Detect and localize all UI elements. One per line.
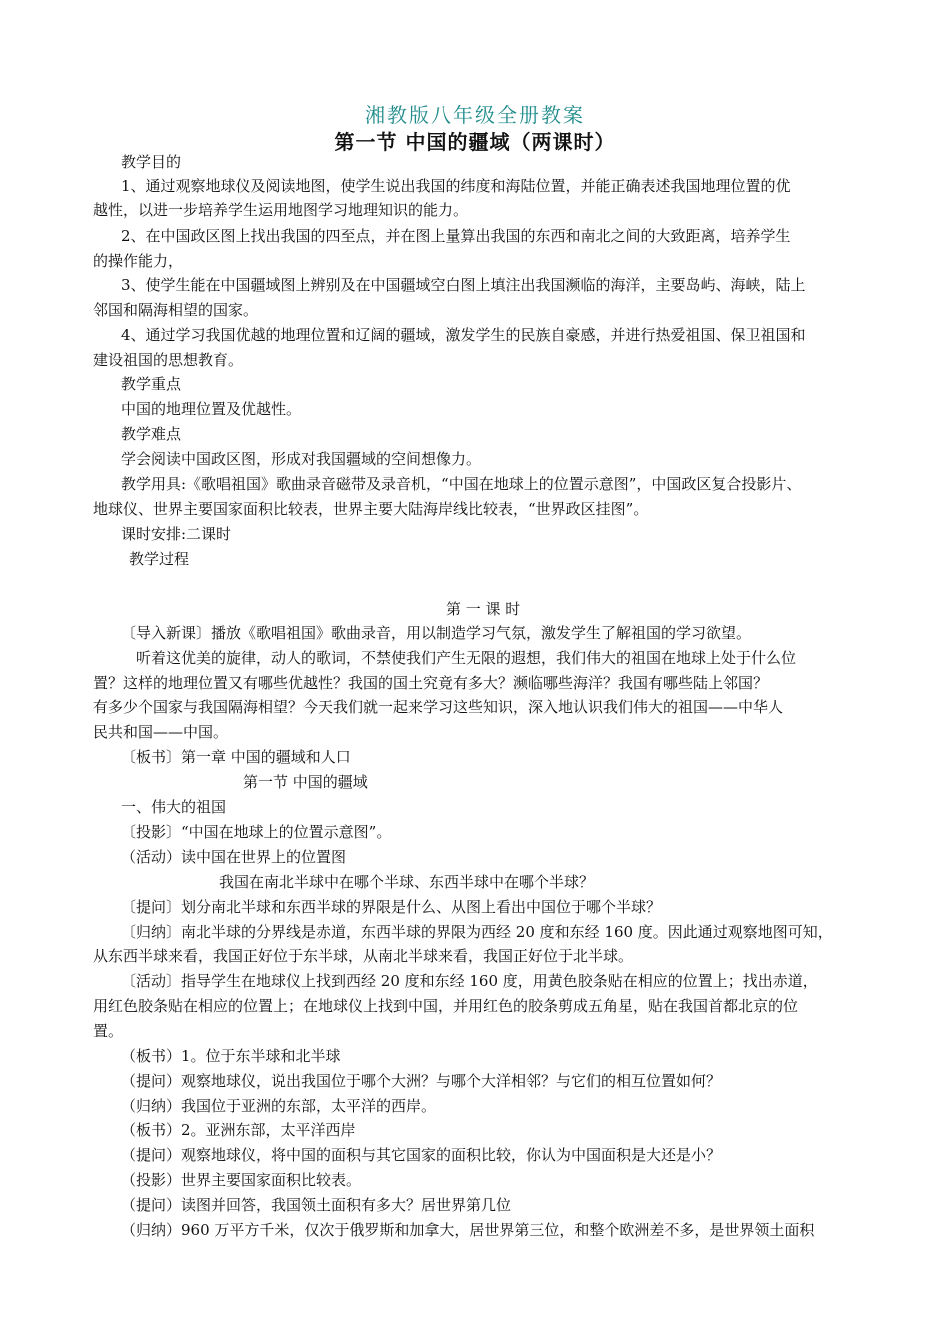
section-title: 第一节 中国的疆域（两课时）	[334, 130, 616, 154]
text-line: （投影）世界主要国家面积比较表。	[121, 1171, 362, 1189]
text-line: 教学目的	[121, 153, 182, 171]
text-line: 用红色胶条贴在相应的位置上；在地球仪上找到中国，并用红色的胶条剪成五角星，贴在我国首都北京的位	[93, 997, 799, 1015]
text-line: （板书）1。位于东半球和北半球	[121, 1047, 341, 1065]
text-line: （板书）2。亚洲东部，太平洋西岸	[121, 1121, 356, 1139]
text-line: 3、使学生能在中国疆域图上辨别及在中国疆域空白图上填注出我国濒临的海洋，主要岛屿、海峡，陆上	[121, 276, 806, 294]
text-line: 从东西半球来看，我国正好位于东半球，从南北半球来看，我国正好位于北半球。	[93, 947, 634, 965]
text-line: （提问）读图并回答，我国领土面积有多大？居世界第几位	[121, 1196, 512, 1214]
text-line: 〔提问〕划分南北半球和东西半球的界限是什么、从图上看出中国位于哪个半球？	[121, 898, 662, 916]
text-line: 地球仪、世界主要国家面积比较表，世界主要大陆海岸线比较表，“世界政区挂图”。	[93, 500, 649, 518]
text-line: 教学过程	[129, 550, 190, 568]
text-line: 听着这优美的旋律，动人的歌词，不禁使我们产生无限的遐想，我们伟大的祖国在地球上处于什么位	[136, 649, 797, 667]
text-line: 有多少个国家与我国隔海相望？今天我们就一起来学习这些知识，深入地认识我们伟大的祖国——中华人	[93, 698, 784, 716]
text-line: 一、伟大的祖国	[121, 798, 227, 816]
text-line: 〔投影〕“中国在地球上的位置示意图”。	[121, 823, 392, 841]
text-line: 〔导入新课〕播放《歌唱祖国》歌曲录音，用以制造学习气氛，激发学生了解祖国的学习欲望。	[121, 624, 752, 642]
text-line: 1、通过观察地球仪及阅读地图，使学生说出我国的纬度和海陆位置，并能正确表述我国地理位置的优	[121, 177, 791, 195]
text-line: 越性，以进一步培养学生运用地图学习地理知识的能力。	[93, 201, 469, 219]
text-line: 教学用具:《歌唱祖国》歌曲录音磁带及录音机，“中国在地球上的位置示意图”，中国政区复合投影片、	[121, 475, 802, 493]
text-line: （提问）观察地球仪，将中国的面积与其它国家的面积比较，你认为中国面积是大还是小？	[121, 1146, 722, 1164]
text-line: 邻国和隔海相望的国家。	[93, 301, 259, 319]
text-line: 课时安排:二课时	[121, 525, 232, 543]
text-line: 教学重点	[121, 375, 182, 393]
text-line: 教学难点	[121, 425, 182, 443]
text-line: 〔归纳〕南北半球的分界线是赤道，东西半球的界限为西经 20 度和东经 160 度。因此通过观察地图可知，	[121, 923, 833, 941]
text-line: 置？这样的地理位置又有哪些优越性？我国的国土究竟有多大？濒临哪些海洋？我国有哪些陆上邻国？	[93, 674, 769, 692]
text-line: （活动）读中国在世界上的位置图	[121, 848, 347, 866]
text-line: 民共和国——中国。	[93, 723, 229, 741]
text-line: 的操作能力，	[93, 252, 184, 270]
text-line: 我国在南北半球中在哪个半球、东西半球中在哪个半球？	[219, 873, 595, 891]
text-line: 第 一 课 时	[446, 600, 521, 618]
text-line: 置。	[93, 1022, 124, 1040]
text-line: 〔活动〕指导学生在地球仪上找到西经 20 度和东经 160 度，用黄色胶条贴在相应的位置上；找出赤道，	[121, 972, 818, 990]
text-line: 4、通过学习我国优越的地理位置和辽阔的疆域，激发学生的民族自豪感，并进行热爱祖国、保卫祖国和	[121, 326, 806, 344]
document-header: 湘教版八年级全册教案	[365, 103, 585, 127]
text-line: （提问）观察地球仪，说出我国位于哪个大洲？与哪个大洋相邻？与它们的相互位置如何？	[121, 1072, 722, 1090]
text-line: （归纳）960 万平方千米，仅次于俄罗斯和加拿大，居世界第三位，和整个欧洲差不多，是世界领土面积	[121, 1221, 815, 1239]
text-line: （归纳）我国位于亚洲的东部，太平洋的西岸。	[121, 1097, 437, 1115]
text-line: 2、在中国政区图上找出我国的四至点，并在图上量算出我国的东西和南北之间的大致距离，培养学生	[121, 227, 791, 245]
text-line: 〔板书〕第一章 中国的疆域和人口	[121, 748, 351, 766]
text-line: 学会阅读中国政区图，形成对我国疆域的空间想像力。	[121, 450, 482, 468]
text-line: 中国的地理位置及优越性。	[121, 400, 302, 418]
text-line: 第一节 中国的疆域	[243, 773, 368, 791]
text-line: 建设祖国的思想教育。	[93, 351, 244, 369]
